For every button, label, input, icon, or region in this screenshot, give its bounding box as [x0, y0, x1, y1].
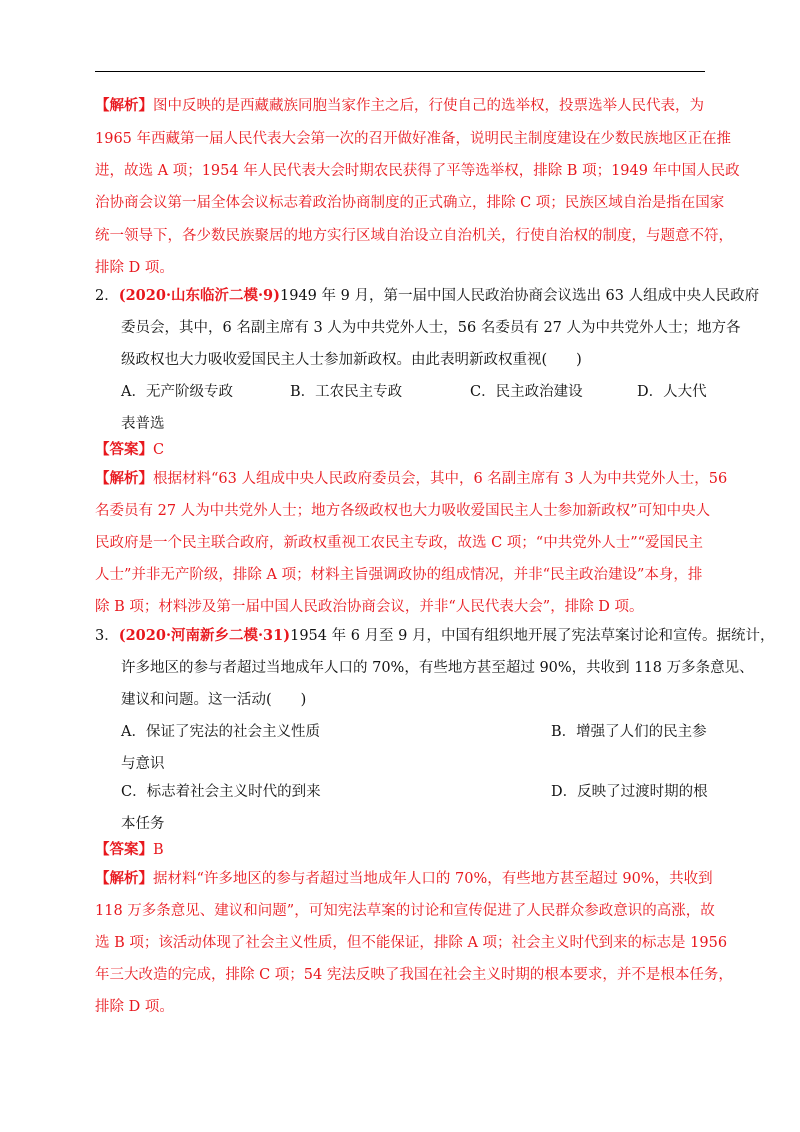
analysis-3-line-3: 选 B 项；该活动体现了社会主义性质，但不能保证，排除 A 项；社会主义时代到来的标志是 1956 [95, 935, 728, 951]
answer-line [95, 440, 164, 460]
analysis-text: 图中反映的是西藏藏族同胞当家作主之后，行使自己的选举权，投票选举人民代表，为 [153, 98, 704, 114]
analysis-2-line-4: 人士”并非无产阶级，排除 A 项；材料主旨强调政协的组成情况，并非“民主政治建设”本身，排 [95, 567, 703, 583]
option-d-continued: 表普选 [121, 416, 165, 432]
question-number: 3． [95, 628, 119, 644]
analysis-1-line-2: 1965 年西藏第一届人民代表大会第一次的召开做好准备，说明民主制度建设在少数民族地区正在推 [95, 131, 732, 147]
option-d-continued: 本任务 [121, 816, 165, 832]
option-b-continued: 与意识 [121, 756, 165, 772]
analysis-label: 【解析】 [95, 97, 153, 114]
question-2-line-3: 级政权也大力吸收爱国民主人士参加新政权。由此表明新政权重视( ) [121, 352, 582, 368]
header-rule [95, 71, 705, 72]
analysis-text: 据材料“许多地区的参与者超过当地成年人口的 70%，有些地方甚至超过 90%，共收到 [153, 871, 713, 887]
analysis-3-line-4: 年三大改造的完成，排除 C 项；54 宪法反映了我国在社会主义时期的根本要求，并不是根本任务， [95, 967, 733, 983]
option-a: A．保证了宪法的社会主义性质 [121, 724, 320, 740]
answer-label: 【答案】 [95, 841, 153, 858]
option-a: A．无产阶级专政 [121, 384, 233, 400]
question-stem: 1954 年 6 月至 9 月，中国有组织地开展了宪法草案讨论和宣传。据统计， [290, 628, 775, 644]
option-c: C．民主政治建设 [470, 384, 583, 400]
analysis-3-line-2: 118 万多条意见、建议和问题”，可知宪法草案的讨论和宣传促进了人民群众参政意识的高涨，故 [95, 903, 715, 919]
question-source: (2020·山东临沂二模·9) [118, 287, 280, 304]
analysis-label: 【解析】 [95, 870, 153, 887]
option-c: C．标志着社会主义时代的到来 [121, 784, 321, 800]
analysis-1-line-5: 统一领导下，各少数民族聚居的地方实行区域自治设立自治机关，行使自治权的制度，与题意不符， [95, 228, 733, 244]
answer-line [95, 840, 164, 860]
analysis-3-line-1 [95, 869, 713, 889]
option-d: D．反映了过渡时期的根 [551, 784, 708, 800]
question-stem: 1949 年 9 月，第一届中国人民政治协商会议选出 63 人组成中央人民政府 [280, 288, 760, 304]
answer-value: B [153, 842, 164, 858]
analysis-3-line-5: 排除 D 项。 [95, 999, 174, 1015]
option-d: D．人大代 [637, 384, 707, 400]
analysis-2-line-3: 民政府是一个民主联合政府，新政权重视工农民主专政，故选 C 项；“中共党外人士”“爱国民主 [95, 535, 704, 551]
option-b: B．增强了人们的民主参 [551, 724, 707, 740]
analysis-1-line-6: 排除 D 项。 [95, 260, 174, 276]
answer-value: C [153, 442, 165, 458]
question-3-line-3: 建议和问题。这一活动( ) [121, 692, 307, 708]
analysis-1-line-4: 治协商会议第一届全体会议标志着政治协商制度的正式确立，排除 C 项；民族区域自治是指在国家 [95, 195, 725, 211]
question-number: 2． [95, 288, 119, 304]
option-b: B．工农民主专政 [290, 384, 403, 400]
analysis-1-line-1 [95, 96, 704, 116]
analysis-text: 根据材料“63 人组成中央人民政府委员会，其中，6 名副主席有 3 人为中共党外人士，56 [153, 471, 728, 487]
answer-label: 【答案】 [95, 441, 153, 458]
analysis-2-line-2: 名委员有 27 人为中共党外人士；地方各级政权也大力吸收爱国民主人士参加新政权”可知中央人 [95, 503, 711, 519]
question-2-line-1 [95, 286, 759, 306]
analysis-2-line-1 [95, 469, 727, 489]
question-2-line-2: 委员会，其中，6 名副主席有 3 人为中共党外人士，56 名委员有 27 人为中共党外人士；地方各 [121, 320, 741, 336]
analysis-2-line-5: 除 B 项；材料涉及第一届中国人民政治协商会议，并非“人民代表大会”，排除 D 项。 [95, 599, 644, 615]
question-3-line-2: 许多地区的参与者超过当地成年人口的 70%，有些地方甚至超过 90%，共收到 118 万多条意见、 [121, 660, 754, 676]
question-source: (2020·河南新乡二模·31) [118, 627, 291, 644]
analysis-label: 【解析】 [95, 470, 153, 487]
question-3-line-1 [95, 626, 775, 646]
analysis-1-line-3: 进，故选 A 项；1954 年人民代表大会时期农民获得了平等选举权，排除 B 项；1949 年中国人民政 [95, 163, 740, 179]
